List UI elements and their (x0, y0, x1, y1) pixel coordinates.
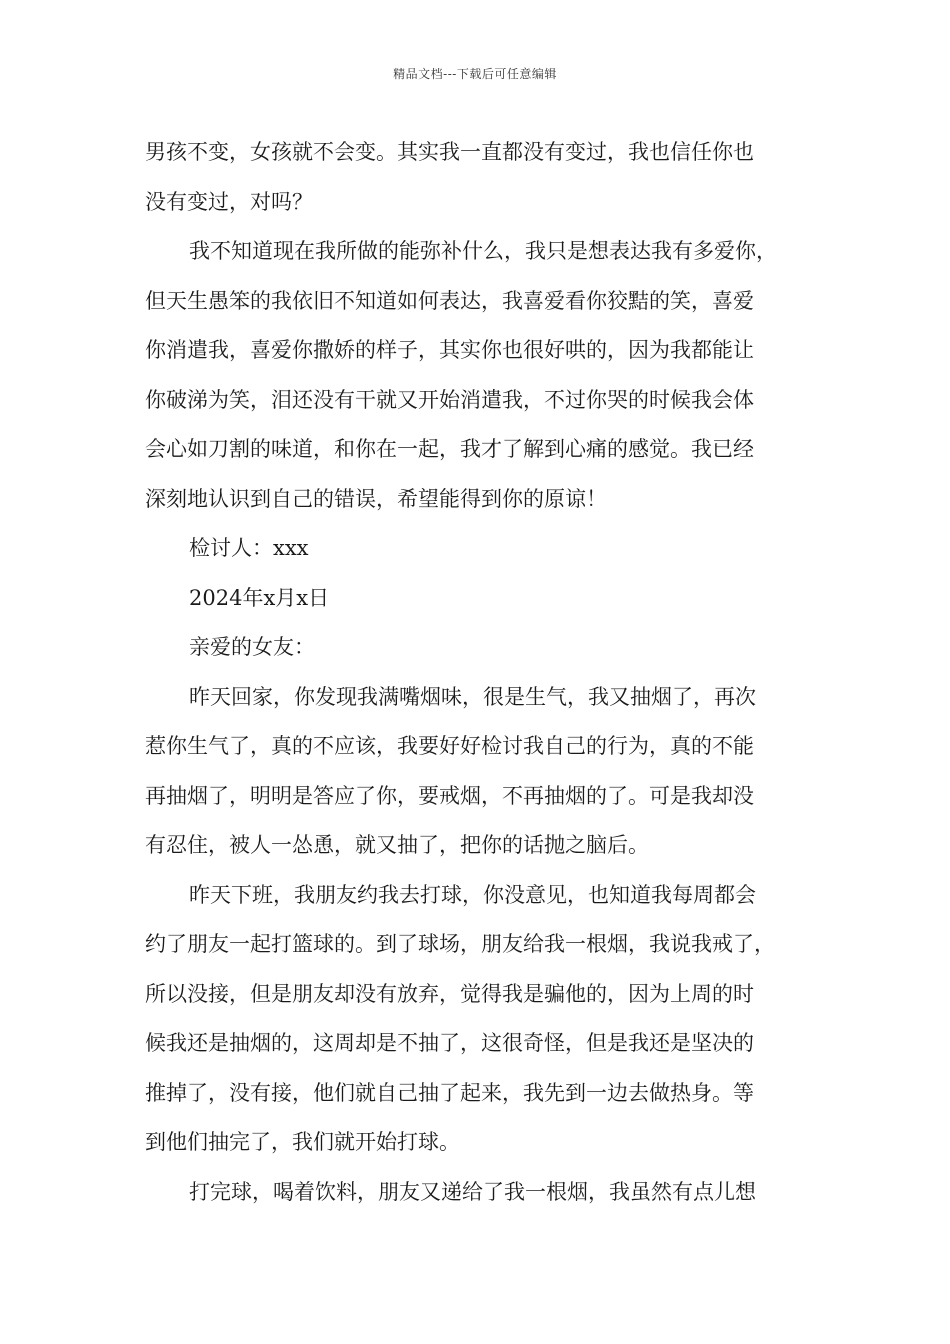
text-line: 亲爱的女友： (189, 635, 315, 659)
text-line: 昨天回家，你发现我满嘴烟味，很是生气，我又抽烟了，再次 (189, 684, 756, 709)
page-header: 精品文档---下载后可任意编辑 (393, 67, 557, 81)
text-line: 有忍住，被人一怂恿，就又抽了，把你的话抛之脑后。 (145, 833, 649, 857)
text-line: 再抽烟了，明明是答应了你，要戒烟，不再抽烟的了。可是我却没 (145, 783, 754, 808)
text-line: 你破涕为笑，泪还没有干就又开始消遣我，不过你哭的时候我会体 (145, 387, 754, 412)
text-line: 没有变过，对吗？ (145, 189, 313, 214)
text-line: 会心如刀割的味道，和你在一起，我才了解到心痛的感觉。我已经 (145, 437, 754, 461)
document-body (145, 128, 825, 1217)
text-line: 约了朋友一起打篮球的。到了球场，朋友给我一根烟，我说我戒了， (145, 932, 775, 956)
text-line: 打完球，喝着饮料，朋友又递给了我一根烟，我虽然有点儿想 (189, 1179, 756, 1204)
text-line: 但天生愚笨的我依旧不知道如何表达，我喜爱看你狡黠的笑，喜爱 (145, 288, 754, 313)
text-line: 你消遣我，喜爱你撒娇的样子，其实你也很好哄的，因为我都能让 (145, 338, 754, 362)
text-line: 惹你生气了，真的不应该，我要好好检讨我自己的行为，真的不能 (145, 734, 754, 758)
text-line: 2024年x月x日 (189, 585, 330, 610)
text-line: 昨天下班，我朋友约我去打球，你没意见，也知道我每周都会 (189, 882, 756, 907)
text-line: 检讨人：xxx (189, 536, 309, 560)
text-line: 候我还是抽烟的，这周却是不抽了，这很奇怪，但是我还是坚决的 (145, 1031, 754, 1055)
text-line: 男孩不变，女孩就不会变。其实我一直都没有变过，我也信任你也 (145, 140, 754, 164)
text-line: 深刻地认识到自己的错误，希望能得到你的原谅！ (145, 486, 607, 511)
text-line: 到他们抽完了，我们就开始打球。 (145, 1130, 460, 1154)
text-line: 所以没接，但是朋友却没有放弃，觉得我是骗他的，因为上周的时 (145, 981, 754, 1006)
text-line: 我不知道现在我所做的能弥补什么，我只是想表达我有多爱你， (189, 239, 777, 263)
text-line: 推掉了，没有接，他们就自己抽了起来，我先到一边去做热身。等 (145, 1080, 754, 1105)
